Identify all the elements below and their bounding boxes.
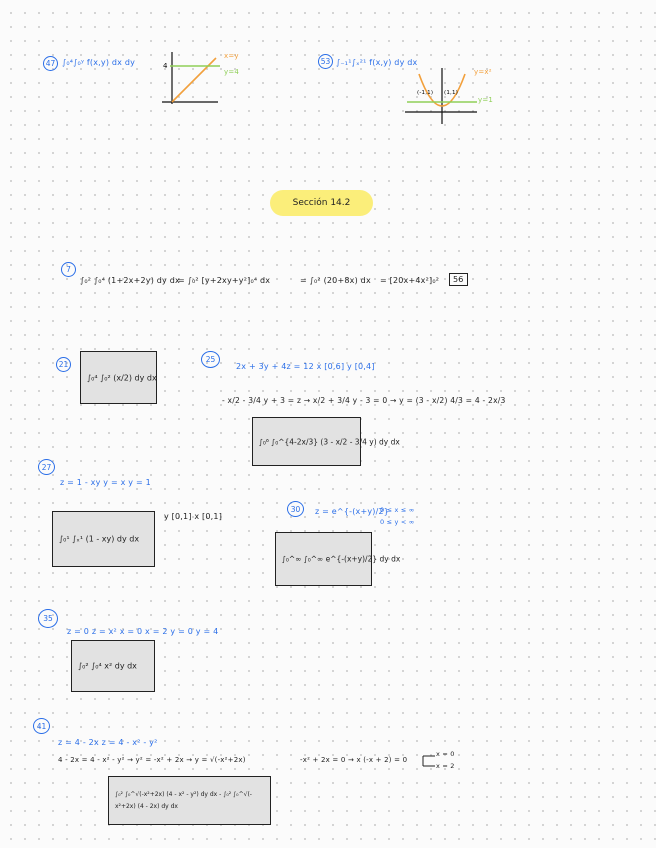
problem-number-25: 25 — [201, 351, 220, 368]
answer-box-41 — [108, 776, 271, 825]
label-y-equals-x2: y=x² — [474, 68, 492, 76]
problem-number-30: 30 — [287, 501, 304, 517]
p41-roots: -x² + 2x = 0 → x (-x + 2) = 0 — [300, 756, 408, 764]
p41-derivation: 4 - 2x = 4 - x² - y² → y² = -x² + 2x → y = √(-x²+2x) — [58, 756, 246, 764]
label-right-point: (1,1) — [444, 90, 459, 96]
answer-box-21 — [80, 351, 157, 404]
answer-box-25 — [252, 417, 400, 466]
p7-step-2: = ∫₀² (20+8x) dx — [300, 276, 371, 285]
p25-equation: 2x + 3y + 4z = 12 x [0,6] y [0,4] — [236, 362, 375, 371]
p7-result: 56 — [449, 273, 468, 286]
integral-expression-53: ∫₋₁¹∫ₓ²¹ f(x,y) dy dx — [336, 58, 418, 67]
p41-solution-x0: x = 0 — [436, 750, 455, 758]
answer-box-27 — [52, 511, 155, 567]
label-x-equals-y: x=y — [224, 52, 239, 60]
answer-box-35 — [71, 640, 155, 692]
answer-25: ∫₀⁶ ∫₀^{4-2x/3} (3 - x/2 - 3/4 y) dy dx — [259, 437, 400, 446]
p27-range: y [0,1] x [0,1] — [164, 512, 223, 521]
label-y-equals-4: y=4 — [224, 68, 240, 76]
problem-number-27: 27 — [38, 459, 55, 475]
answer-35: ∫₀² ∫₀⁴ x² dy dx — [78, 661, 137, 671]
axis-label-4: 4 — [163, 62, 168, 70]
problem-number-47: 47 — [43, 56, 58, 71]
problem-number-53: 53 — [318, 54, 333, 69]
problem-number-7: 7 — [61, 262, 76, 277]
problem-number-21: 21 — [56, 357, 71, 372]
answer-27: ∫₀¹ ∫ₓ¹ (1 - xy) dy dx — [59, 534, 140, 544]
region-sketch-53 — [405, 68, 485, 124]
answer-41: ∫₀² ∫₀^√(-x²+2x) (4 - x² - y²) dy dx - ∫₀² ∫₀^√(-x²+2x) (4 - 2x) dy dx — [115, 790, 252, 810]
p30-condition-x: 0 ≤ x ≤ ∞ — [380, 506, 415, 514]
problem-number-35: 35 — [38, 609, 58, 628]
p41-solution-x2: x = 2 — [436, 762, 455, 770]
problem-number-41: 41 — [33, 718, 50, 734]
p35-equation: z = 0 z = x² x = 0 x = 2 y = 0 y = 4 — [67, 627, 219, 636]
p30-condition-y: 0 ≤ y < ∞ — [380, 518, 415, 526]
p7-lhs: ∫₀² ∫₀⁴ (1+2x+2y) dy dx — [80, 276, 180, 285]
answer-30: ∫₀^∞ ∫₀^∞ e^{-(x+y)/2} dy dx — [282, 554, 401, 564]
p30-equation: z = e^{-(x+y)/2} — [315, 507, 390, 516]
answer-box-30 — [275, 532, 401, 586]
p25-derivation: - x/2 - 3/4 y + 3 = z → x/2 + 3/4 y - 3 = 0 → y = (3 - x/2) 4/3 = 4 - 2x/3 — [222, 396, 506, 405]
p7-step-3: = [20x+4x²]₀² — [380, 276, 440, 285]
label-left-point: (-1,1) — [417, 90, 434, 96]
p27-equation: z = 1 - xy y = x y = 1 — [60, 478, 151, 487]
p41-equation: z = 4 - 2x z = 4 - x² - y² — [58, 738, 158, 747]
answer-21: ∫₀⁴ ∫₀² (x/2) dy dx — [87, 373, 157, 382]
label-y-equals-1: y=1 — [478, 96, 494, 104]
section-title: Sección 14.2 — [270, 190, 373, 216]
p7-step-1: = ∫₀² [y+2xy+y²]₀⁴ dx — [178, 276, 271, 285]
integral-expression-47: ∫₀⁴∫₀ʸ f(x,y) dx dy — [62, 58, 136, 67]
